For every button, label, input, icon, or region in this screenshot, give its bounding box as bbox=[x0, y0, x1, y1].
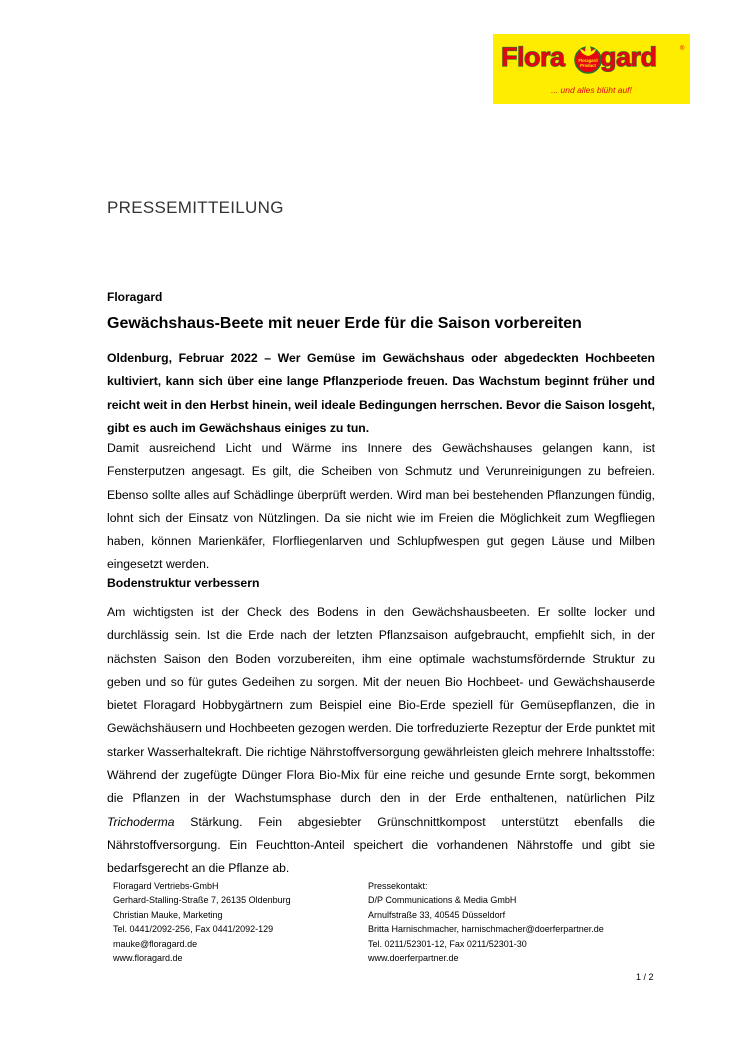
footer-company-contact bbox=[113, 879, 343, 965]
paragraph-2-text-b: Stärkung. Fein abgesiebter Grünschnittkompost unterstützt ebenfalls die Nährstoffversorgung. Ein Feuchtton-Anteil speichert die vorhandenen Nährstoffe und gibt sie bedarfsgerecht an die Pflanze ab. bbox=[107, 814, 655, 876]
footer-right-line: Pressekontakt: bbox=[368, 881, 428, 891]
press-headline: Gewächshaus-Beete mit neuer Erde für die Saison vorbereiten bbox=[107, 315, 582, 332]
document-type-heading: PRESSEMITTEILUNG bbox=[107, 198, 284, 217]
brand-label: Floragard bbox=[107, 290, 163, 304]
floragard-logo bbox=[493, 34, 690, 104]
footer-left-line: Tel. 0441/2092-256, Fax 0441/2092-129 bbox=[113, 924, 274, 935]
footer-left-line: Christian Mauke, Marketing bbox=[113, 909, 223, 920]
flower-badge-icon bbox=[574, 40, 602, 74]
subheading: Bodenstruktur verbessern bbox=[107, 576, 260, 590]
page-number: 1 / 2 bbox=[636, 972, 654, 982]
logo-claim: ... und alles blüht auf! bbox=[551, 85, 632, 95]
logo-badge-text: Floragard Product bbox=[578, 58, 598, 68]
logo-word-right: gard bbox=[600, 42, 657, 72]
footer-left-line: Gerhard-Stalling-Straße 7, 26135 Oldenburg bbox=[113, 895, 291, 906]
footer-right-line: Arnulfstraße 33, 40545 Düsseldorf bbox=[368, 909, 506, 920]
footer-press-contact bbox=[368, 879, 668, 965]
footer-right-website[interactable]: www.doerferpartner.de bbox=[368, 953, 459, 964]
species-name: Trichoderma bbox=[107, 814, 175, 829]
body-paragraph-1: Damit ausreichend Licht und Wärme ins Innere des Gewächshauses gelangen kann, ist Fensterputzen angesagt. Es gilt, die Scheiben von Schmutz und Verunreinigungen zu befreien. Ebenso sollte alles auf Schädlinge überprüft werden. Wird man bei bestehenden Pflanzungen fündig, lohnt sich der Einsatz von Nützlingen. Da sie nicht wie im Freien die Möglichkeit zum Wegfliegen haben, können Marienkäfer, Florfliegenlarven und Schlupfwespen gut gegen Läuse und Milben eingesetzt werden. bbox=[107, 441, 655, 572]
footer-right-line: D/P Communications & Media GmbH bbox=[368, 895, 517, 906]
lead-paragraph: Oldenburg, Februar 2022 – Wer Gemüse im Gewächshaus oder abgedeckten Hochbeeten kultiviert, kann sich über eine lange Pflanzperiode freuen. Das Wachstum beginnt früher und reicht weit in den Herbst hinein, weil ideale Bedingungen herrschen. Bevor die Saison losgeht, gibt es auch im Gewächshaus einiges zu tun. bbox=[107, 351, 655, 435]
footer-left-website[interactable]: www.floragard.de bbox=[113, 953, 183, 964]
footer-right-line: Britta Harnischmacher, harnischmacher@doerferpartner.de bbox=[368, 924, 604, 935]
footer-left-line: Floragard Vertriebs-GmbH bbox=[113, 881, 219, 891]
footer-right-line: Tel. 0211/52301-12, Fax 0211/52301-30 bbox=[368, 938, 527, 949]
body-paragraph-2 bbox=[107, 601, 655, 881]
paragraph-2-text-a: Am wichtigsten ist der Check des Bodens in den Gewächshausbeeten. Er sollte locker und durchlässig sein. Ist die Erde nach der letzten Pflanzsaison aufgebraucht, empfiehlt sich, in der nächsten Saison den Boden vorzubereiten, ihm eine optimale wachstumsfördernde Struktur zu geben und so für gutes Gedeihen zu sorgen. Mit der neuen Bio Hochbeet- und Gewächshauserde bietet Floragard Hobbygärtnern zum Beispiel eine Bio-Erde speziell für Gemüsepflanzen, die in Gewächshäusern und Hochbeeten gezogen werden. Die torfreduzierte Rezeptur der Erde punktet mit starker Wasserhaltekraft. Die richtige Nährstoffversorgung gewährleisten gleich mehrere Inhaltsstoffe: Während der zugefügte Dünger Flora Bio-Mix für eine reiche und gesunde Ernte sorgt, bekommen die Pflanzen in der Wachstumsphase durch den in der Erde enthaltenen, natürlichen Pilz bbox=[107, 605, 655, 806]
footer-left-email[interactable]: mauke@floragard.de bbox=[113, 938, 198, 949]
logo-word-left: Flora bbox=[501, 42, 565, 72]
registered-mark: ® bbox=[680, 46, 685, 52]
